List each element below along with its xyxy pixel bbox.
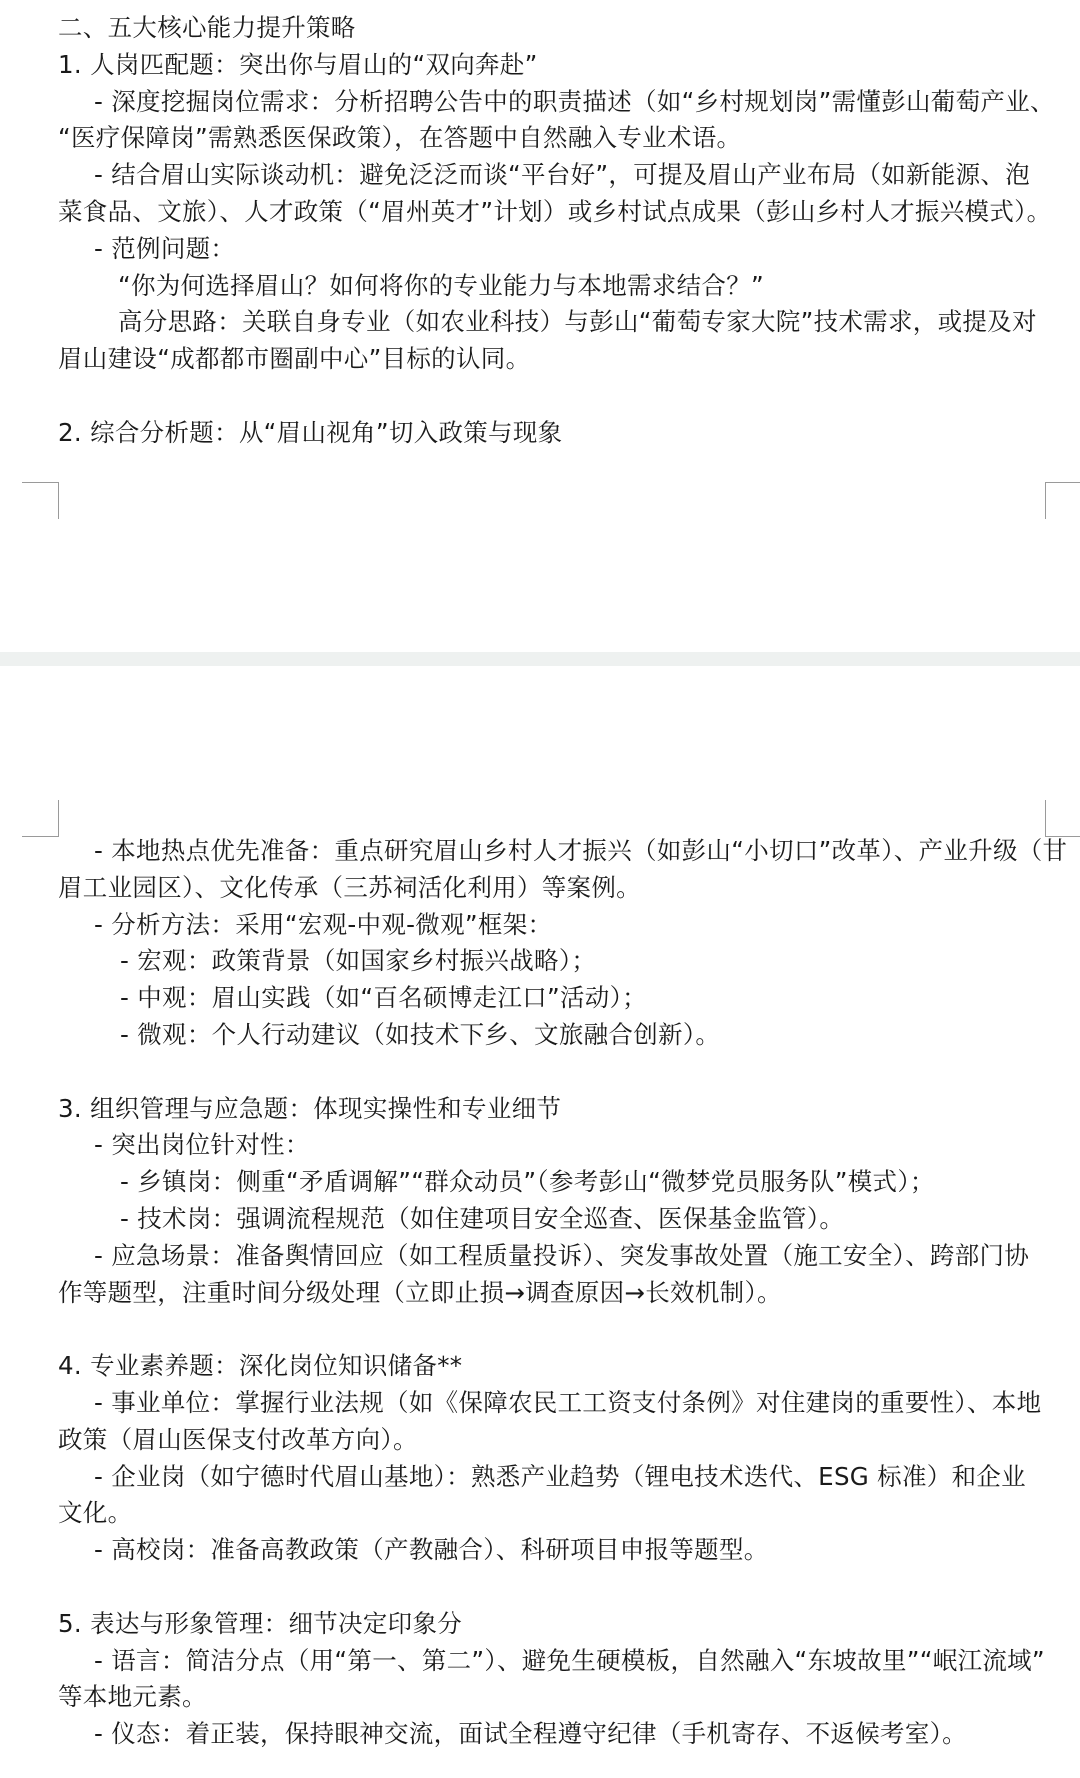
section-heading: 二、五大核心能力提升策略 bbox=[58, 13, 356, 42]
body-line: “医疗保障岗”需熟悉医保政策），在答题中自然融入专业术语。 bbox=[58, 123, 742, 153]
body-line: 文化。 bbox=[58, 1498, 133, 1528]
example-question: “你为何选择眉山？如何将你的专业能力与本地需求结合？” bbox=[118, 270, 764, 300]
bullet-line: - 突出岗位针对性： bbox=[94, 1130, 310, 1160]
bullet-line: - 本地热点优先准备：重点研究眉山乡村人才振兴（如彭山“小切口”改革）、产业升级（甘 bbox=[94, 836, 1068, 865]
sub-bullet-line: - 中观：眉山实践（如“百名硕博走江口”活动）； bbox=[120, 983, 647, 1013]
sub-bullet-line: - 技术岗：强调流程规范（如住建项目安全巡查、医保基金监管）。 bbox=[120, 1203, 845, 1233]
body-line: 菜食品、文旅）、人才政策（“眉州英才”计划）或乡村试点成果（彭山乡村人才振兴模式）。 bbox=[58, 196, 1052, 226]
subsection-heading-2: 2. 综合分析题：从“眉山视角”切入政策与现象 bbox=[58, 417, 563, 447]
body-line: 作等题型，注重时间分级处理（立即止损→调查原因→长效机制）。 bbox=[58, 1277, 782, 1307]
bullet-line: - 结合眉山实际谈动机：避免泛泛而谈“平台好”，可提及眉山产业布局（如新能源、泡 bbox=[94, 160, 1031, 190]
body-line: 政策（眉山医保支付改革方向）。 bbox=[58, 1424, 418, 1454]
page-corner-mark-bottom-left bbox=[22, 800, 59, 837]
page-corner-mark-bottom-right bbox=[1045, 800, 1080, 837]
sub-bullet-line: - 乡镇岗：侧重“矛盾调解”“群众动员”（参考彭山“微梦党员服务队”模式）； bbox=[120, 1167, 935, 1197]
bullet-line: - 分析方法：采用“宏观-中观-微观”框架： bbox=[94, 909, 553, 939]
page-1-text bbox=[58, 10, 1055, 452]
body-line: 眉工业园区）、文化传承（三苏祠活化利用）等案例。 bbox=[58, 872, 641, 902]
body-line: 眉山建设“成都都市圈副中心”目标的认同。 bbox=[58, 344, 531, 374]
page-corner-mark-top-left bbox=[22, 482, 59, 519]
sub-bullet-line: - 微观：个人行动建议（如技术下乡、文旅融合创新）。 bbox=[120, 1019, 721, 1049]
bullet-line: - 深度挖掘岗位需求：分析招聘公告中的职责描述（如“乡村规划岗”需懂彭山葡萄产业、 bbox=[94, 86, 1055, 116]
subsection-heading-3: 3. 组织管理与应急题：体现实操性和专业细节 bbox=[58, 1093, 562, 1123]
page-corner-mark-top-right bbox=[1045, 482, 1080, 519]
subsection-heading-5: 5. 表达与形象管理：细节决定印象分 bbox=[58, 1608, 463, 1638]
bullet-line: - 范例问题： bbox=[94, 233, 236, 263]
page-separator bbox=[0, 652, 1080, 666]
body-line: 等本地元素。 bbox=[58, 1682, 207, 1712]
bullet-line: - 事业单位：掌握行业法规（如《保障农民工工资支付条例》对住建岗的重要性）、本地 bbox=[94, 1387, 1042, 1417]
sub-bullet-line: - 宏观：政策背景（如国家乡村振兴战略）； bbox=[120, 946, 597, 976]
subsection-heading-1: 1. 人岗匹配题：突出你与眉山的“双向奔赴” bbox=[58, 49, 538, 79]
page-2-text bbox=[58, 833, 1068, 1753]
bullet-line: - 企业岗（如宁德时代眉山基地）：熟悉产业趋势（锂电技术迭代、ESG 标准）和企业 bbox=[94, 1461, 1026, 1491]
bullet-line: - 应急场景：准备舆情回应（如工程质量投诉）、突发事故处置（施工安全）、跨部门协 bbox=[94, 1240, 1030, 1270]
bullet-line: - 高校岗：准备高教政策（产教融合）、科研项目申报等题型。 bbox=[94, 1535, 769, 1565]
subsection-heading-4: 4. 专业素养题：深化岗位知识储备** bbox=[58, 1351, 463, 1381]
bullet-line: - 语言：简洁分点（用“第一、第二”）、避免生硬模板，自然融入“东坡故里”“岷江流域” bbox=[94, 1645, 1045, 1675]
bullet-line: - 仪态：着正装，保持眼神交流，面试全程遵守纪律（手机寄存、不返候考室）。 bbox=[94, 1719, 967, 1749]
answer-tip: 高分思路：关联自身专业（如农业科技）与彭山“葡萄专家大院”技术需求，或提及对 bbox=[118, 307, 1037, 337]
